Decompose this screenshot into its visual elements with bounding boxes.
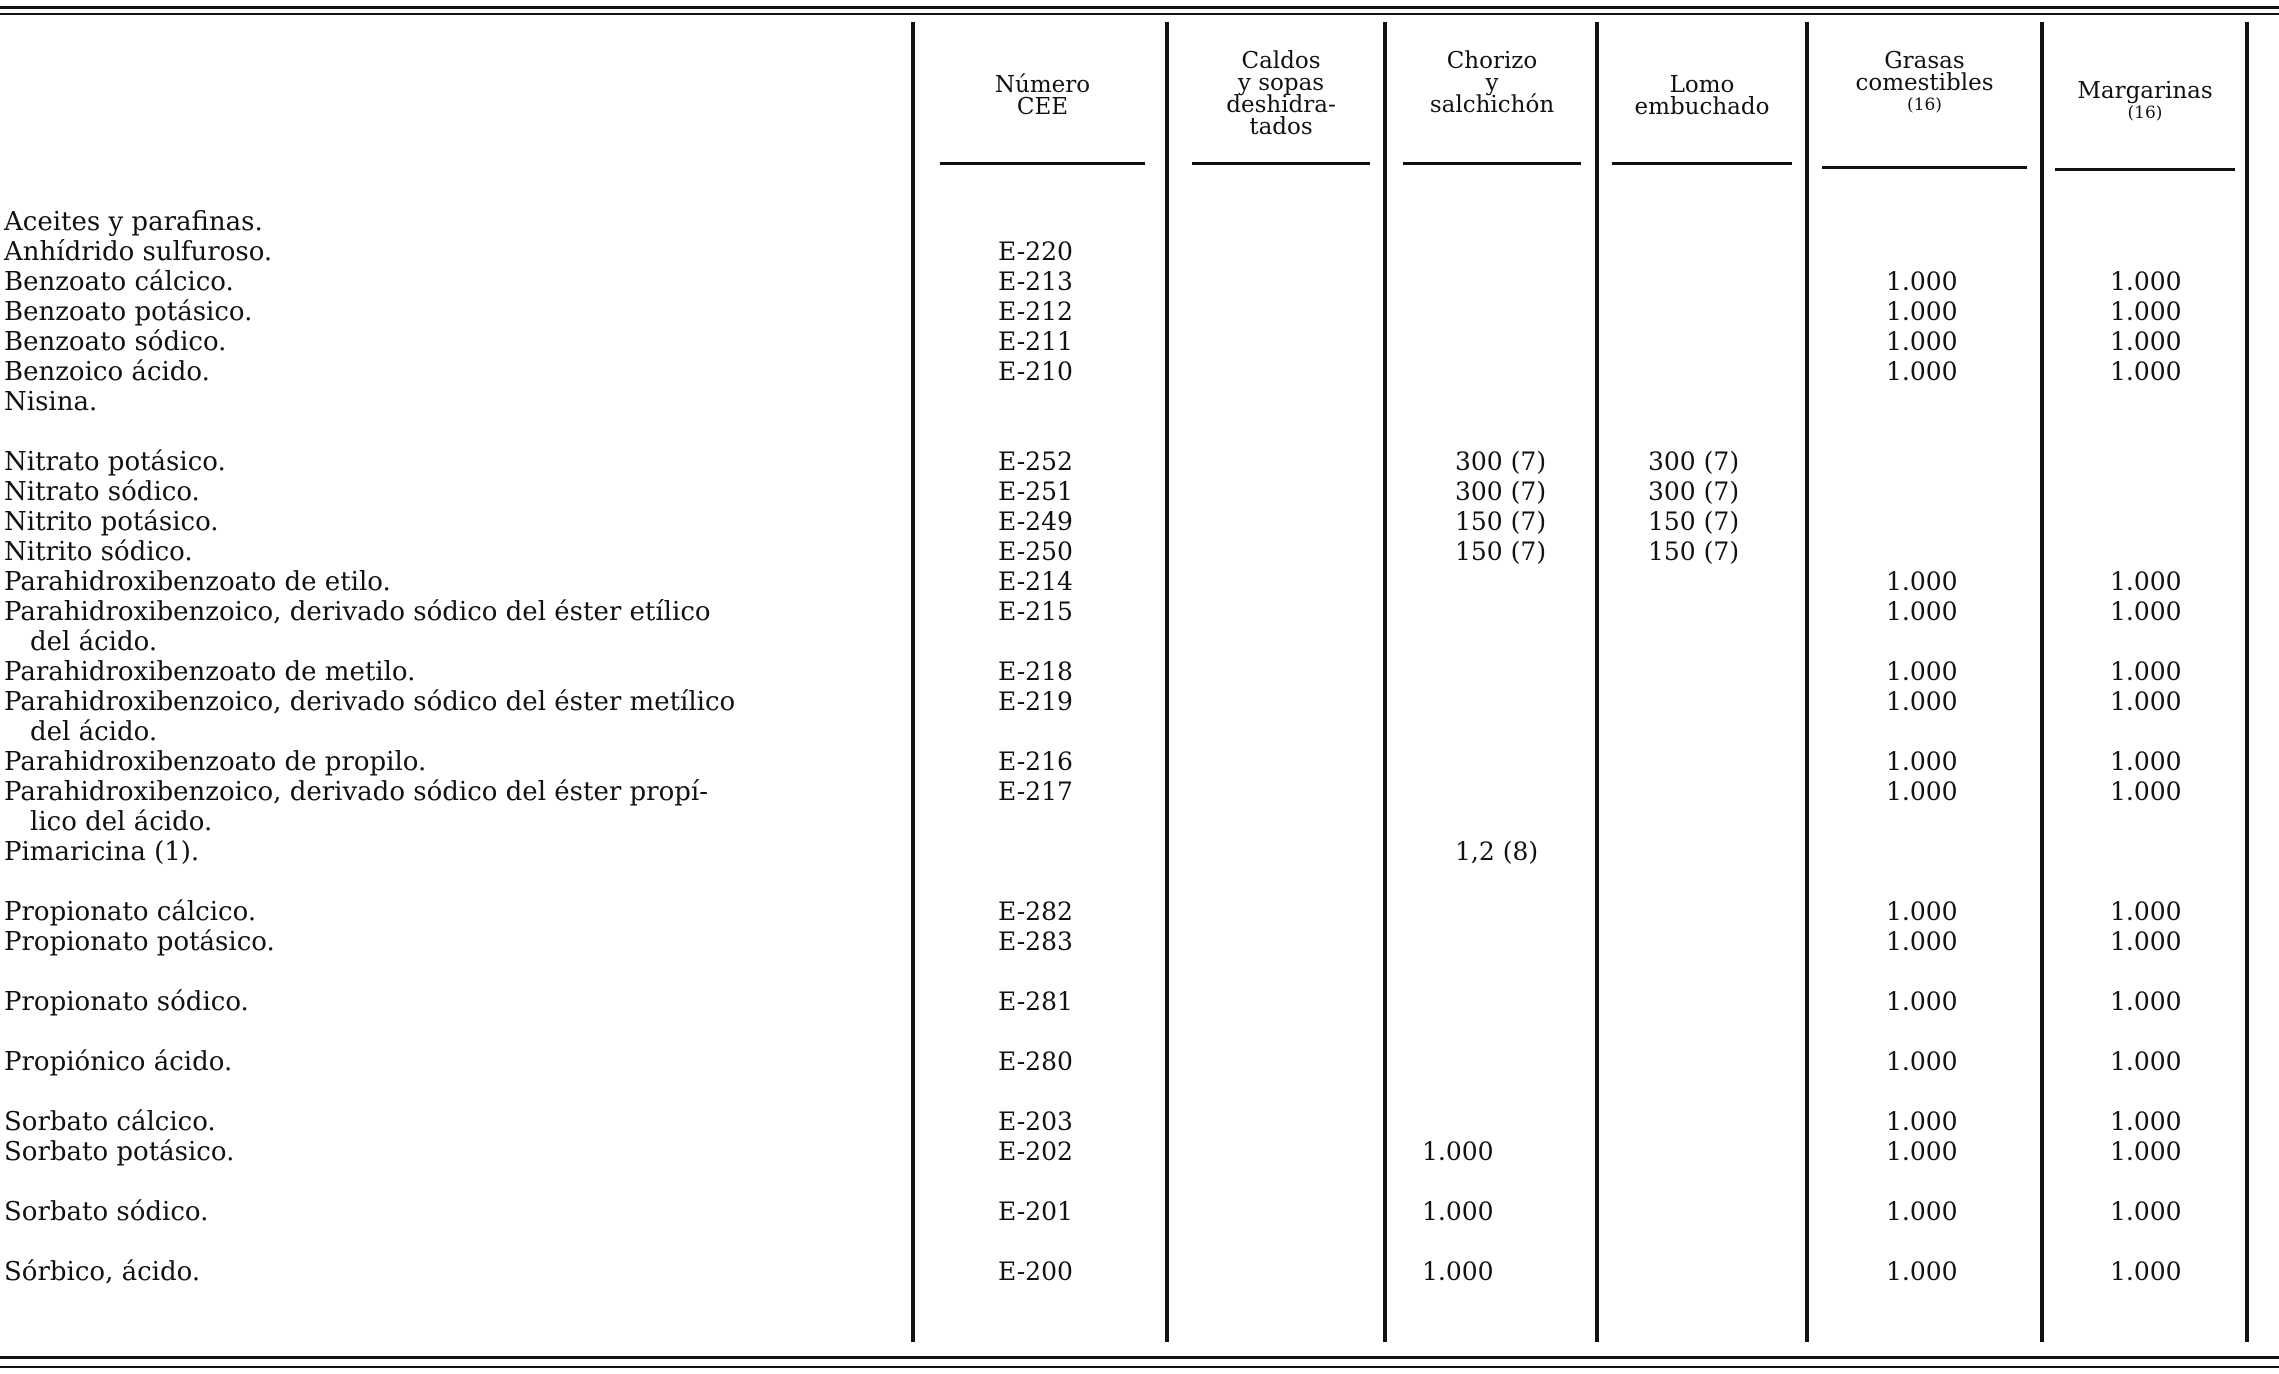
cee-number: E-202	[998, 1137, 1073, 1166]
cee-number: E-216	[998, 747, 1073, 776]
additive-name: Sorbato potásico.	[4, 1137, 235, 1167]
table-row	[0, 777, 2279, 837]
header-line: deshidra-	[1226, 92, 1336, 118]
table-row	[0, 297, 2279, 327]
table-row	[0, 207, 2279, 237]
additive-name: Propionato cálcico.	[4, 897, 257, 927]
table-row	[0, 1047, 2279, 1077]
table-row	[0, 477, 2279, 507]
margarinas-value: 1.000	[2110, 777, 2182, 806]
header-underline-chorizo	[1403, 162, 1581, 165]
additive-name-continuation: del ácido.	[30, 717, 158, 747]
additive-name: Nitrito sódico.	[4, 537, 193, 567]
additive-name: Pimaricina (1).	[4, 837, 200, 867]
header-line: Chorizo	[1446, 48, 1538, 74]
header-line: Número	[994, 72, 1091, 98]
header-underline-cee	[940, 162, 1145, 165]
margarinas-value: 1.000	[2110, 357, 2182, 386]
cee-number: E-219	[998, 687, 1073, 716]
additive-name: Sorbato cálcico.	[4, 1107, 216, 1137]
header-line: salchichón	[1429, 92, 1555, 118]
grasas-value: 1.000	[1886, 1197, 1958, 1226]
header-numero-cee	[940, 74, 1145, 118]
table-row	[0, 987, 2279, 1017]
margarinas-value: 1.000	[2110, 897, 2182, 926]
cee-number: E-280	[998, 1047, 1073, 1076]
header-line: comestibles	[1855, 70, 1994, 96]
margarinas-value: 1.000	[2110, 1137, 2182, 1166]
additive-name: Benzoato cálcico.	[4, 267, 234, 297]
table-row	[0, 747, 2279, 777]
grasas-value: 1.000	[1886, 777, 1958, 806]
grasas-value: 1.000	[1886, 567, 1958, 596]
bottom-double-rule-1	[0, 1356, 2279, 1359]
grasas-value: 1.000	[1886, 897, 1958, 926]
cee-number: E-220	[998, 237, 1073, 266]
margarinas-value: 1.000	[2110, 987, 2182, 1016]
cee-number: E-213	[998, 267, 1073, 296]
table-row	[0, 1197, 2279, 1227]
header-line: embuchado	[1634, 94, 1770, 120]
grasas-value: 1.000	[1886, 747, 1958, 776]
margarinas-value: 1.000	[2110, 927, 2182, 956]
table-row	[0, 687, 2279, 747]
table-row	[0, 357, 2279, 387]
grasas-value: 1.000	[1886, 357, 1958, 386]
cee-number: E-215	[998, 597, 1073, 626]
margarinas-value: 1.000	[2110, 747, 2182, 776]
header-line: Lomo	[1669, 72, 1735, 98]
additive-name: Parahidroxibenzoato de etilo.	[4, 567, 391, 597]
cee-number: E-281	[998, 987, 1073, 1016]
lomo-value: 150 (7)	[1648, 507, 1740, 536]
margarinas-value: 1.000	[2110, 327, 2182, 356]
additive-name: Propionato sódico.	[4, 987, 249, 1017]
additive-name: Sorbato sódico.	[4, 1197, 209, 1227]
table-row	[0, 267, 2279, 297]
grasas-value: 1.000	[1886, 1047, 1958, 1076]
chorizo-value: 1.000	[1422, 1257, 1494, 1286]
chorizo-value: 150 (7)	[1455, 507, 1547, 536]
additive-name: Nitrato sódico.	[4, 477, 200, 507]
cee-number: E-203	[998, 1107, 1073, 1136]
bottom-double-rule-2	[0, 1366, 2279, 1368]
table-row	[0, 237, 2279, 267]
cee-number: E-210	[998, 357, 1073, 386]
margarinas-value: 1.000	[2110, 1047, 2182, 1076]
additive-name-continuation: del ácido.	[30, 627, 158, 657]
cee-number: E-282	[998, 897, 1073, 926]
additive-name: Nitrito potásico.	[4, 507, 219, 537]
header-note: (16)	[1907, 95, 1942, 115]
header-lomo	[1612, 74, 1792, 118]
header-line: Caldos	[1241, 48, 1321, 74]
header-grasas	[1822, 50, 2027, 116]
header-underline-lomo	[1612, 162, 1792, 165]
table-row	[0, 897, 2279, 927]
header-margarinas	[2055, 80, 2235, 124]
grasas-value: 1.000	[1886, 657, 1958, 686]
chorizo-value: 1.000	[1422, 1197, 1494, 1226]
additive-name: Parahidroxibenzoato de propilo.	[4, 747, 427, 777]
cee-number: E-212	[998, 297, 1073, 326]
header-underline-margarinas	[2055, 168, 2235, 171]
grasas-value: 1.000	[1886, 597, 1958, 626]
table-row	[0, 657, 2279, 687]
cee-number: E-218	[998, 657, 1073, 686]
table-row	[0, 1107, 2279, 1137]
header-note: (16)	[2127, 103, 2163, 123]
additive-name: Aceites y parafinas.	[4, 207, 263, 237]
additive-name: Parahidroxibenzoico, derivado sódico del éster metílico	[4, 687, 736, 717]
lomo-value: 300 (7)	[1648, 447, 1740, 476]
chorizo-value: 300 (7)	[1455, 477, 1547, 506]
additive-name: Nitrato potásico.	[4, 447, 226, 477]
chorizo-value: 150 (7)	[1455, 537, 1547, 566]
cee-number: E-252	[998, 447, 1073, 476]
table-row	[0, 507, 2279, 537]
table-row	[0, 447, 2279, 477]
cee-number: E-283	[998, 927, 1073, 956]
additive-name: Parahidroxibenzoico, derivado sódico del éster etílico	[4, 597, 711, 627]
cee-number: E-217	[998, 777, 1073, 806]
table-row	[0, 387, 2279, 417]
table-row	[0, 597, 2279, 657]
grasas-value: 1.000	[1886, 687, 1958, 716]
grasas-value: 1.000	[1886, 1107, 1958, 1136]
header-line: tados	[1249, 114, 1313, 140]
top-double-rule-2	[0, 13, 2279, 15]
additive-name: Benzoato potásico.	[4, 297, 253, 327]
header-underline-caldos	[1192, 162, 1370, 165]
top-double-rule-1	[0, 6, 2279, 9]
additive-name: Propionato potásico.	[4, 927, 275, 957]
table-row	[0, 567, 2279, 597]
header-chorizo	[1403, 50, 1581, 116]
additive-name-continuation: lico del ácido.	[30, 807, 213, 837]
cee-number: E-249	[998, 507, 1073, 536]
additive-name: Parahidroxibenzoato de metilo.	[4, 657, 416, 687]
cee-number: E-250	[998, 537, 1073, 566]
table-row	[0, 537, 2279, 567]
margarinas-value: 1.000	[2110, 567, 2182, 596]
additive-name: Sórbico, ácido.	[4, 1257, 201, 1287]
additive-name: Benzoico ácido.	[4, 357, 210, 387]
grasas-value: 1.000	[1886, 1137, 1958, 1166]
chorizo-value: 1.000	[1422, 1137, 1494, 1166]
header-line: CEE	[1016, 94, 1069, 120]
table-row	[0, 1137, 2279, 1167]
cee-number: E-251	[998, 477, 1073, 506]
table-row	[0, 1257, 2279, 1287]
grasas-value: 1.000	[1886, 267, 1958, 296]
grasas-value: 1.000	[1886, 297, 1958, 326]
header-caldos	[1192, 50, 1370, 138]
margarinas-value: 1.000	[2110, 1107, 2182, 1136]
cee-number: E-200	[998, 1257, 1073, 1286]
margarinas-value: 1.000	[2110, 1197, 2182, 1226]
additive-name: Nisina.	[4, 387, 98, 417]
header-line: y	[1485, 70, 1499, 96]
additive-name: Anhídrido sulfuroso.	[4, 237, 273, 267]
cee-number: E-214	[998, 567, 1073, 596]
chorizo-value: 1,2 (8)	[1455, 837, 1539, 866]
grasas-value: 1.000	[1886, 1257, 1958, 1286]
header-underline-grasas	[1822, 166, 2027, 169]
margarinas-value: 1.000	[2110, 657, 2182, 686]
additive-name: Parahidroxibenzoico, derivado sódico del éster propí-	[4, 777, 709, 807]
additive-name: Benzoato sódico.	[4, 327, 227, 357]
table-row	[0, 927, 2279, 957]
table-row	[0, 837, 2279, 867]
margarinas-value: 1.000	[2110, 267, 2182, 296]
cee-number: E-201	[998, 1197, 1073, 1226]
additive-name: Propiónico ácido.	[4, 1047, 233, 1077]
margarinas-value: 1.000	[2110, 297, 2182, 326]
margarinas-value: 1.000	[2110, 597, 2182, 626]
margarinas-value: 1.000	[2110, 687, 2182, 716]
grasas-value: 1.000	[1886, 987, 1958, 1016]
header-line: Grasas	[1884, 48, 1965, 74]
margarinas-value: 1.000	[2110, 1257, 2182, 1286]
header-line: Margarinas	[2077, 78, 2213, 104]
header-line: y sopas	[1237, 70, 1325, 96]
table-row	[0, 327, 2279, 357]
chorizo-value: 300 (7)	[1455, 447, 1547, 476]
lomo-value: 150 (7)	[1648, 537, 1740, 566]
cee-number: E-211	[998, 327, 1073, 356]
grasas-value: 1.000	[1886, 927, 1958, 956]
lomo-value: 300 (7)	[1648, 477, 1740, 506]
grasas-value: 1.000	[1886, 327, 1958, 356]
